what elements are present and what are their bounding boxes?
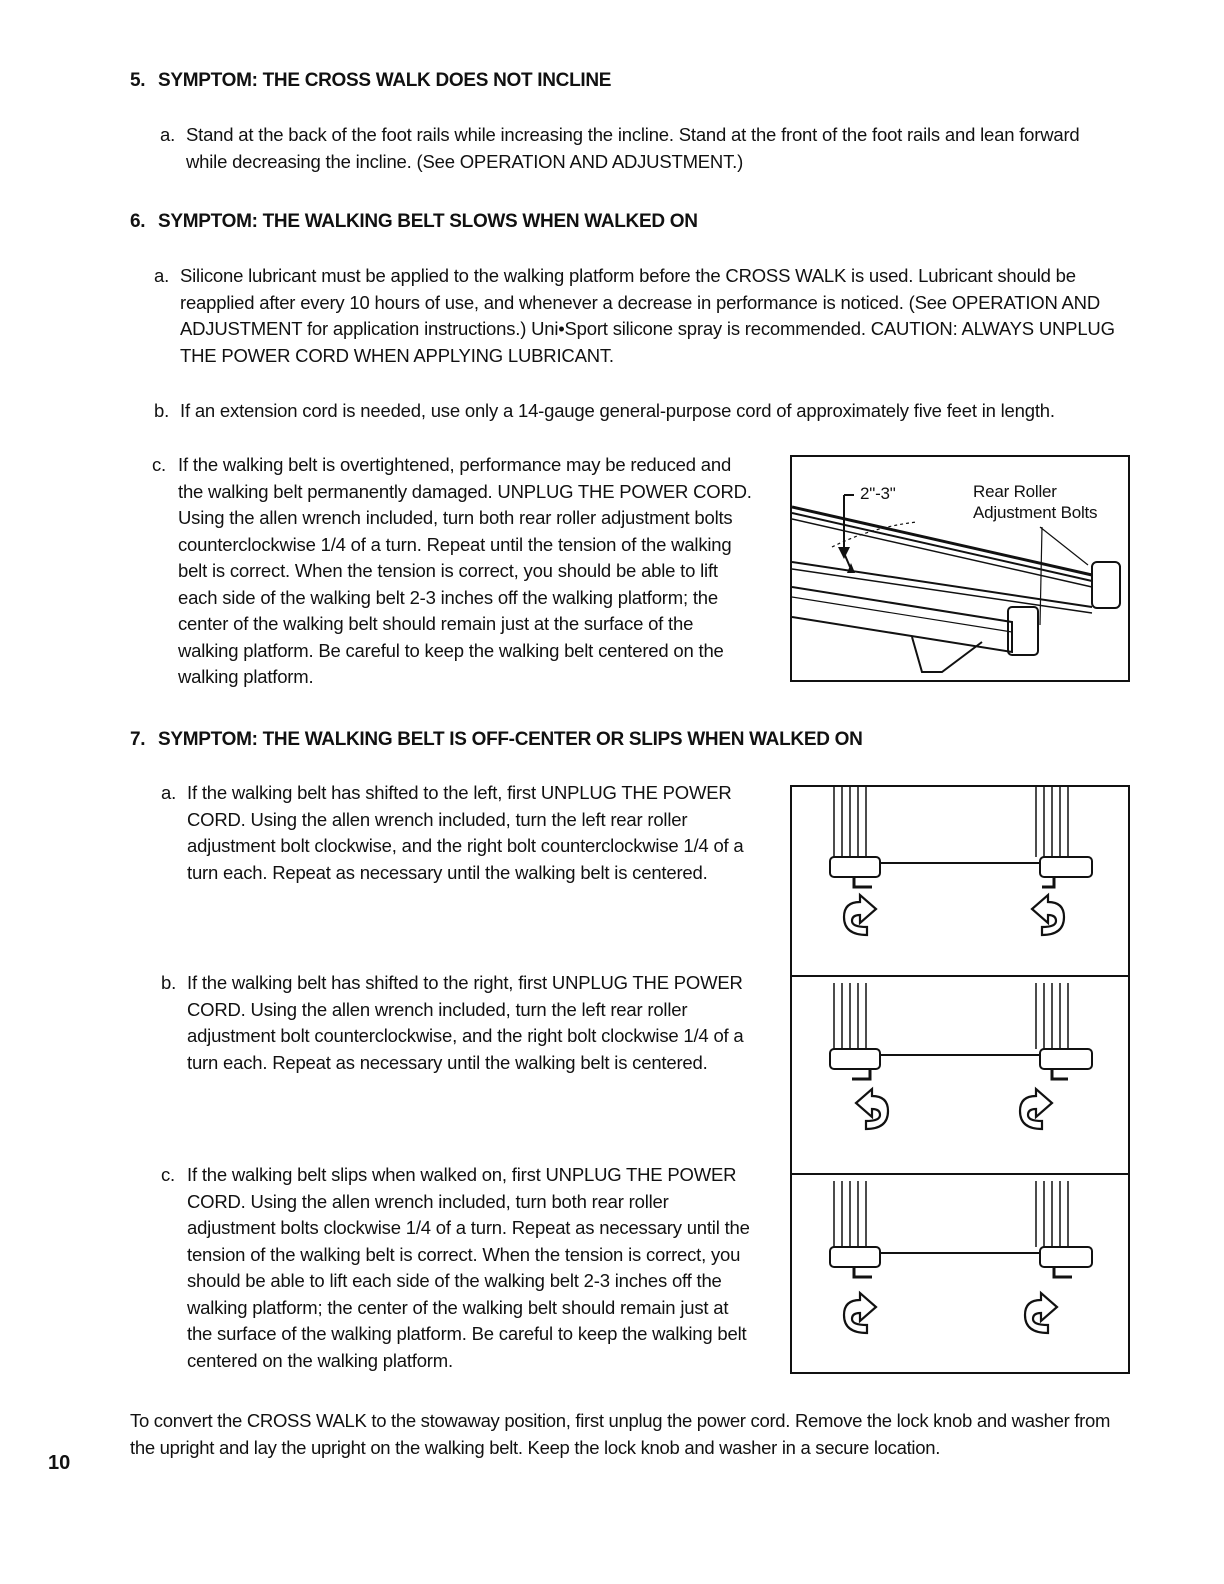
item-7a xyxy=(161,780,752,886)
rotate-clockwise-icon xyxy=(844,895,876,935)
section-number: 6. xyxy=(130,211,146,232)
section-7-heading xyxy=(130,729,863,751)
item-text: If the walking belt slips when walked on, first UNPLUG THE POWER CORD. Using the allen wrench included, turn both rear roller adjustment bolts clockwise 1/4 of a turn. Repeat as necessary until the tension of the walking belt is correct. When the tension is correct, you should be able to lift each side of the walking belt 2-3 inches off the walking platform; the center of the walking belt should remain just at the surface of the walking platform. Be careful to keep the walking belt centered on the walking platform. xyxy=(187,1164,750,1371)
rotate-clockwise-icon xyxy=(844,1293,876,1333)
section-number: 5. xyxy=(130,70,146,91)
item-text: If the walking belt is overtightened, performance may be reduced and the walking belt permanently damaged. UNPLUG THE POWER CORD. Using the allen wrench included, turn both rear roller adjustment bolts counterclockwise 1/4 of a turn. Repeat until the tension of the walking belt is correct. When the tension is correct, you should be able to lift each side of the walking belt 2-3 inches off the walking platform; the center of the walking belt should remain just at the surface of the walking platform. Be careful to keep the walking belt centered on the walking platform. xyxy=(178,454,752,687)
item-7b xyxy=(161,970,752,1076)
item-6a xyxy=(154,263,1140,369)
rotate-clockwise-icon xyxy=(1025,1293,1057,1333)
roller-adjustment-figure xyxy=(790,785,1130,1374)
item-label: a. xyxy=(160,124,176,145)
rear-roller-bolts-label: Rear Roller Adjustment Bolts xyxy=(973,482,1098,522)
measure-label: 2"-3" xyxy=(860,484,896,503)
section-title: SYMPTOM: THE WALKING BELT IS OFF-CENTER OR SLIPS WHEN WALKED ON xyxy=(158,729,863,750)
stowaway-paragraph: To convert the CROSS WALK to the stowaway position, first unplug the power cord. Remove the lock knob and washer from the upright and lay the upright on the walking belt. Keep the lock knob and washer in a secure location. xyxy=(130,1410,1111,1458)
panel-shifted-left xyxy=(792,787,1128,975)
belt-tension-figure xyxy=(790,455,1130,682)
rotate-counterclockwise-icon xyxy=(1032,895,1064,935)
item-text: If an extension cord is needed, use only a 14-gauge general-purpose cord of approximately five feet in length. xyxy=(180,400,1055,421)
item-label: b. xyxy=(154,400,170,421)
item-label: a. xyxy=(154,265,170,286)
item-6c xyxy=(152,452,758,691)
section-6-heading xyxy=(130,211,698,233)
rotate-clockwise-icon xyxy=(1020,1089,1052,1129)
item-label: b. xyxy=(161,972,177,993)
rotate-counterclockwise-icon xyxy=(856,1089,888,1129)
section-5-heading xyxy=(130,70,611,92)
item-label: a. xyxy=(161,782,177,803)
section-title: SYMPTOM: THE CROSS WALK DOES NOT INCLINE xyxy=(158,70,612,91)
item-text: If the walking belt has shifted to the right, first UNPLUG THE POWER CORD. Using the allen wrench included, turn the left rear roller adjustment bolt counterclockwise, and the right bolt clockwise 1/4 of a turn each. Repeat as necessary until the walking belt is centered. xyxy=(187,972,744,1073)
item-5a xyxy=(160,122,1106,175)
item-label: c. xyxy=(161,1164,175,1185)
item-6b xyxy=(154,398,1140,425)
panel-shifted-right xyxy=(792,977,1128,1173)
section-title: SYMPTOM: THE WALKING BELT SLOWS WHEN WALKED ON xyxy=(158,211,698,232)
section-number: 7. xyxy=(130,729,146,750)
item-7c xyxy=(161,1162,752,1374)
item-label: c. xyxy=(152,454,166,475)
item-text: Silicone lubricant must be applied to the walking platform before the CROSS WALK is used. Lubricant should be reapplied after every 10 hours of use, and whenever a decrease in performance is noticed. (See OPERATION AND ADJUSTMENT for application instructions.) Uni•Sport silicone spray is recommended. CAUTION: ALWAYS UNPLUG THE POWER CORD WHEN APPLYING LUBRICANT. xyxy=(180,265,1115,366)
item-text: If the walking belt has shifted to the left, first UNPLUG THE POWER CORD. Using the allen wrench included, turn the left rear roller adjustment bolt clockwise, and the right bolt counterclockwise 1/4 of a turn each. Repeat as necessary until the walking belt is centered. xyxy=(187,782,744,883)
panel-belt-slips xyxy=(792,1175,1128,1372)
page-number: 10 xyxy=(48,1452,71,1474)
item-text: Stand at the back of the foot rails while increasing the incline. Stand at the front of the foot rails and lean forward while decreasing the incline. (See OPERATION AND ADJUSTMENT.) xyxy=(186,124,1080,172)
